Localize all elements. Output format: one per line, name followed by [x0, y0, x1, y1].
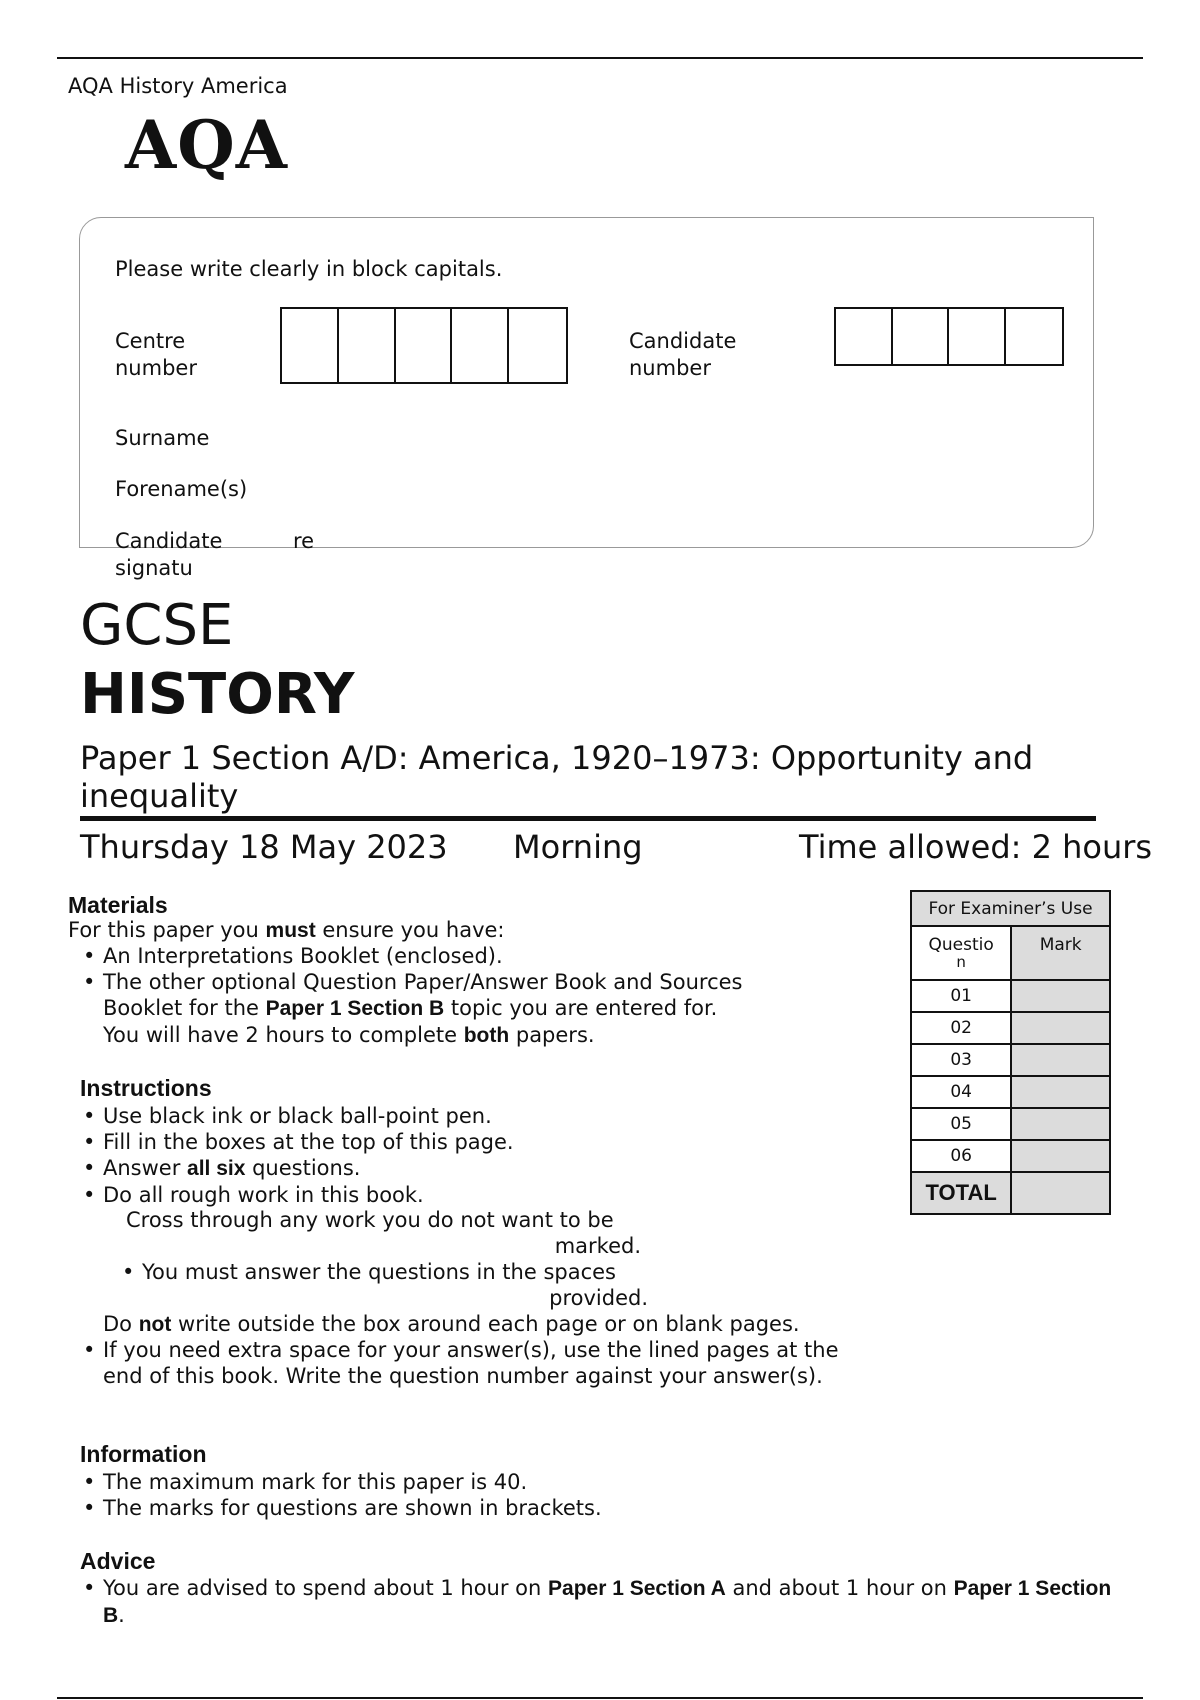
running-title: AQA History America	[68, 74, 288, 98]
list-item: • Answer all six questions.	[79, 1155, 869, 1182]
list-item: • The marks for questions are shown in brackets.	[79, 1495, 859, 1521]
title-rule	[80, 816, 1096, 821]
question-number: 05	[911, 1108, 1011, 1140]
candidate-digit-box[interactable]	[949, 309, 1006, 364]
advice-list	[79, 1575, 1179, 1629]
instruction-not-write: Do not write outside the box around each page or on blank pages.	[103, 1312, 800, 1336]
examiner-use-table	[910, 890, 1111, 1215]
candidate-number-field[interactable]	[834, 307, 1064, 366]
centre-digit-box[interactable]	[452, 309, 509, 382]
materials-list	[79, 943, 799, 1049]
top-rule	[57, 57, 1143, 59]
subject-title: HISTORY	[80, 662, 355, 727]
list-item: • The other optional Question Paper/Answer Book and Sources Booklet for the Paper 1 Section B topic you are entered for. You will have 2 hours to complete both papers.	[79, 969, 799, 1049]
mark-cell	[1011, 1108, 1110, 1140]
list-item: • An Interpretations Booklet (enclosed).	[79, 943, 799, 969]
centre-number-label: Centre number	[115, 329, 197, 380]
block-capitals-instruction: Please write clearly in block capitals.	[115, 257, 503, 281]
mark-column-header: Mark	[1011, 926, 1110, 980]
mark-cell	[1011, 1044, 1110, 1076]
instruction-continuation: Cross through any work you do not want to be marked.	[126, 1208, 641, 1258]
table-row	[911, 1012, 1110, 1044]
list-item: • You are advised to spend about 1 hour on Paper 1 Section A and about 1 hour on Paper 1 Section B.	[79, 1575, 1179, 1629]
paper-title: Paper 1 Section A/D: America, 1920–1973: Opportunity and inequality	[80, 739, 1034, 815]
question-number: 02	[911, 1012, 1011, 1044]
total-row	[911, 1172, 1110, 1214]
surname-label: Surname	[115, 426, 210, 450]
mark-cell	[1011, 1012, 1110, 1044]
candidate-digit-box[interactable]	[836, 309, 893, 364]
list-item: • You must answer the questions in the spaces provided.	[118, 1259, 648, 1311]
instructions-extra-list	[79, 1337, 859, 1389]
question-column-header: Questio n	[911, 926, 1011, 980]
total-label: TOTAL	[911, 1172, 1011, 1214]
centre-number-field[interactable]	[280, 307, 568, 384]
table-row	[911, 1108, 1110, 1140]
list-item: • Do all rough work in this book.	[79, 1182, 869, 1208]
time-allowed: Time allowed: 2 hours	[799, 828, 1153, 866]
list-item: • Use black ink or black ball-point pen.	[79, 1103, 869, 1129]
mark-cell	[1011, 1076, 1110, 1108]
table-row	[911, 1044, 1110, 1076]
forenames-label: Forename(s)	[115, 477, 248, 501]
table-row	[911, 1076, 1110, 1108]
candidate-digit-box[interactable]	[893, 309, 950, 364]
bottom-rule	[57, 1697, 1143, 1699]
list-item: • If you need extra space for your answer(s), use the lined pages at the end of this book. Write the question number against your answer(s).	[79, 1337, 859, 1389]
exam-session: Morning	[513, 828, 643, 866]
qualification-level: GCSE	[80, 593, 234, 658]
examiner-table-title: For Examiner’s Use	[911, 891, 1110, 926]
signature-label-fragment: re	[293, 529, 315, 553]
question-number: 04	[911, 1076, 1011, 1108]
signature-label: Candidate signatu	[115, 529, 223, 580]
mark-cell	[1011, 980, 1110, 1012]
centre-digit-box[interactable]	[396, 309, 453, 382]
total-mark-cell	[1011, 1172, 1110, 1214]
centre-digit-box[interactable]	[282, 309, 339, 382]
candidate-digit-box[interactable]	[1006, 309, 1062, 364]
information-heading: Information	[80, 1441, 207, 1467]
advice-heading: Advice	[80, 1548, 156, 1574]
question-number: 01	[911, 980, 1011, 1012]
list-item: • Fill in the boxes at the top of this page.	[79, 1129, 869, 1155]
materials-intro: For this paper you must ensure you have:	[68, 918, 505, 942]
table-row	[911, 980, 1110, 1012]
exam-date: Thursday 18 May 2023	[80, 828, 448, 866]
candidate-number-label: Candidate number	[629, 329, 737, 380]
centre-digit-box[interactable]	[339, 309, 396, 382]
centre-digit-box[interactable]	[509, 309, 566, 382]
instructions-list	[79, 1103, 869, 1208]
list-item: • The maximum mark for this paper is 40.	[79, 1469, 859, 1495]
information-list	[79, 1469, 859, 1521]
table-row	[911, 1140, 1110, 1172]
question-number: 06	[911, 1140, 1011, 1172]
aqa-logo: AQA	[125, 106, 288, 184]
instructions-heading: Instructions	[80, 1075, 212, 1101]
question-number: 03	[911, 1044, 1011, 1076]
materials-heading: Materials	[68, 892, 168, 918]
mark-cell	[1011, 1140, 1110, 1172]
instructions-sublist	[118, 1259, 648, 1311]
